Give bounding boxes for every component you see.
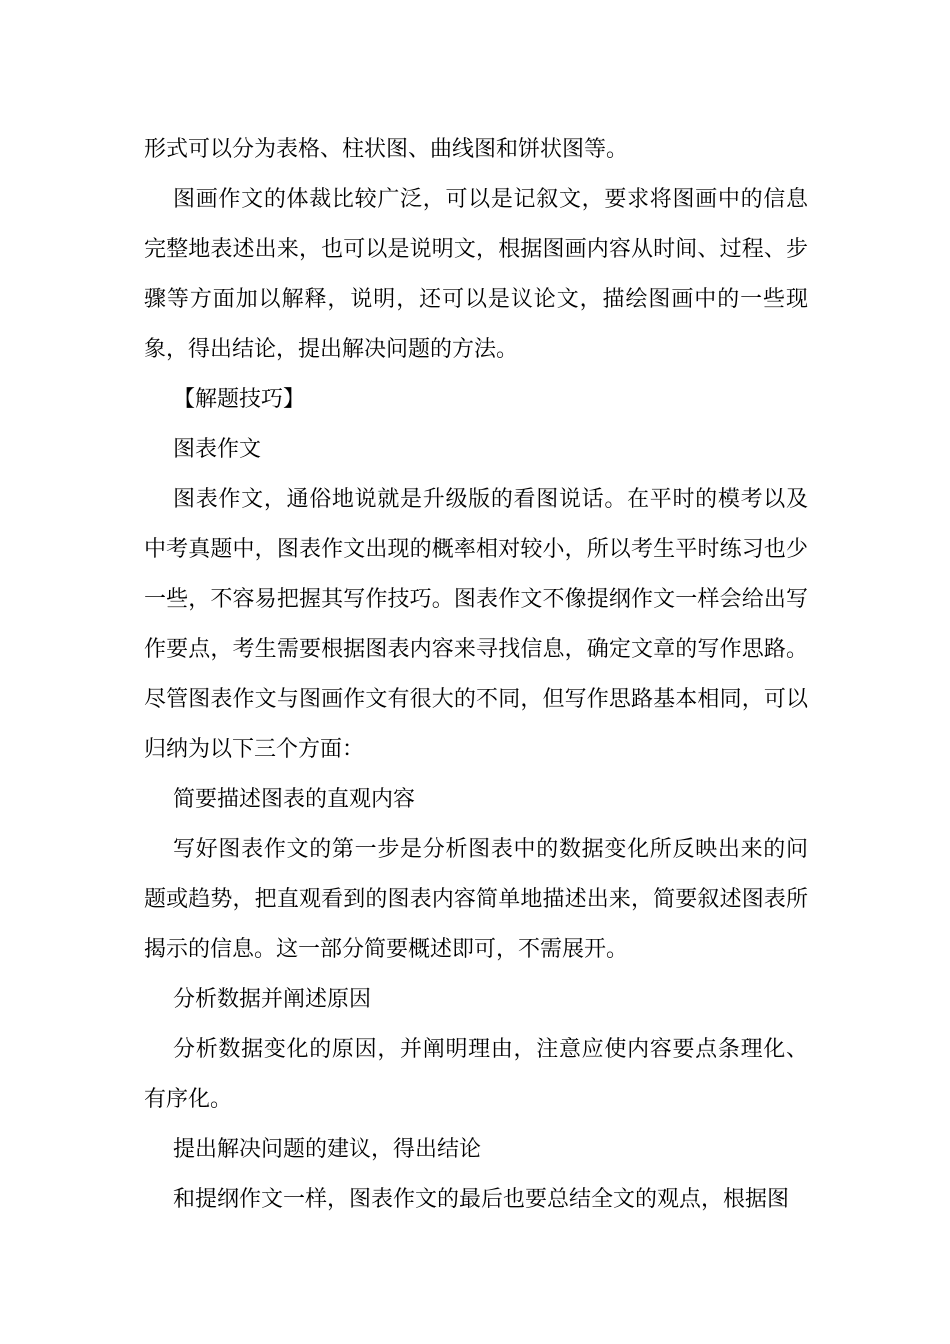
paragraph-describe-chart: 写好图表作文的第一步是分析图表中的数据变化所反映出来的问题或趋势，把直观看到的图表内容简单地描述出来，简要叙述图表所揭示的信息。这一部分简要概述即可，不需展开。 [144,837,808,962]
subheading-analyze-data: 分析数据并阐述原因 [173,987,372,1012]
paragraph-picture-essay-genres: 图画作文的体裁比较广泛，可以是记叙文，要求将图画中的信息完整地表述出来，也可以是说明文，根据图画内容从时间、过程、步骤等方面加以解释，说明，还可以是议论文，描绘图画中的一些现象，得出结论，提出解决问题的方法。 [144,187,808,362]
subheading-chart-essay: 图表作文 [173,437,262,462]
paragraph-continuation: 形式可以分为表格、柱状图、曲线图和饼状图等。 [144,137,629,162]
section-heading-tips: 【解题技巧】 [173,387,306,412]
subheading-suggestions: 提出解决问题的建议，得出结论 [173,1137,482,1162]
paragraph-analyze-data: 分析数据变化的原因，并阐明理由，注意应使内容要点条理化、有序化。 [144,1037,808,1112]
paragraph-chart-essay-intro: 图表作文，通俗地说就是升级版的看图说话。在平时的模考以及中考真题中，图表作文出现的概率相对较小，所以考生平时练习也少一些，不容易把握其写作技巧。图表作文不像提纲作文一样会给出写作要点，考生需要根据图表内容来寻找信息，确定文章的写作思路。尽管图表作文与图画作文有很大的不同，但写作思路基本相同，可以归纳为以下三个方面： [144,487,808,762]
subheading-describe-chart: 简要描述图表的直观内容 [173,787,416,812]
paragraph-conclusion-start: 和提纲作文一样，图表作文的最后也要总结全文的观点，根据图 [173,1187,790,1212]
document-body [144,125,808,1225]
